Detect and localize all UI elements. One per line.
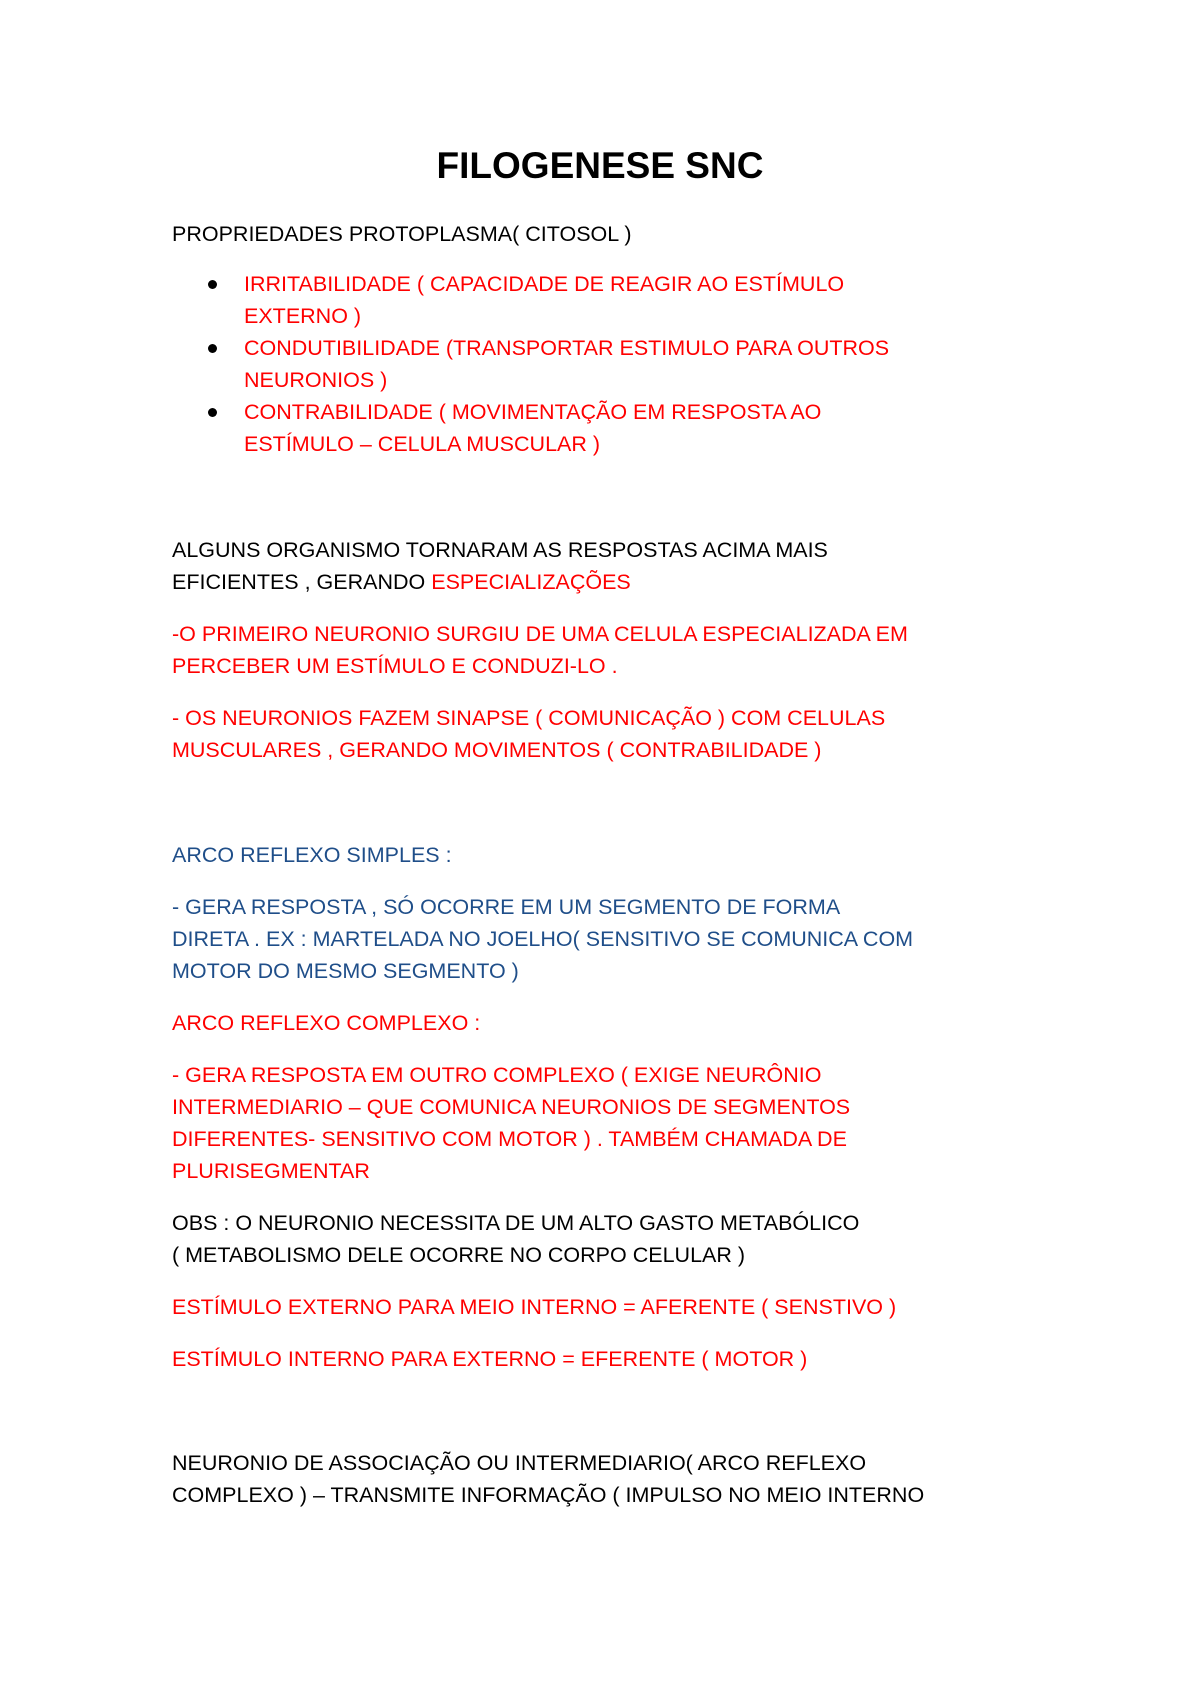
page-title: FILOGENESE SNC	[436, 145, 764, 186]
associacao-line-2: COMPLEXO ) – TRANSMITE INFORMAÇÃO ( IMPULSO NO MEIO INTERNO	[172, 1483, 925, 1507]
arco-complexo-line-4: PLURISEGMENTAR	[172, 1159, 370, 1183]
obs-line-1: OBS : O NEURONIO NECESSITA DE UM ALTO GASTO METABÓLICO	[172, 1211, 860, 1235]
primeiro-line-2: PERCEBER UM ESTÍMULO E CONDUZI-LO .	[172, 654, 618, 678]
bullet-text-line: CONDUTIBILIDADE (TRANSPORTAR ESTIMULO PARA OUTROS	[244, 336, 890, 360]
obs-line-2: ( METABOLISMO DELE OCORRE NO CORPO CELULAR )	[172, 1243, 746, 1267]
arco-complexo-heading: ARCO REFLEXO COMPLEXO :	[172, 1011, 481, 1035]
bullet-text-line: EXTERNO )	[244, 304, 362, 328]
alguns-text: EFICIENTES , GERANDO	[172, 570, 432, 594]
bullet-icon	[208, 344, 217, 353]
bullet-text-line: CONTRABILIDADE ( MOVIMENTAÇÃO EM RESPOSTA AO	[244, 400, 822, 424]
arco-simples-line-3: MOTOR DO MESMO SEGMENTO )	[172, 959, 519, 983]
arco-simples-line-2: DIRETA . EX : MARTELADA NO JOELHO( SENSITIVO SE COMUNICA COM	[172, 927, 914, 951]
arco-complexo-line-2: INTERMEDIARIO – QUE COMUNICA NEURONIOS DE SEGMENTOS	[172, 1095, 851, 1119]
propriedades-list	[206, 268, 889, 460]
associacao-line-1: NEURONIO DE ASSOCIAÇÃO OU INTERMEDIARIO( ARCO REFLEXO	[172, 1451, 867, 1475]
bullet-text-line: ESTÍMULO – CELULA MUSCULAR )	[244, 432, 601, 456]
list-item	[206, 268, 889, 332]
bullet-icon	[208, 408, 217, 417]
eferente-line: ESTÍMULO INTERNO PARA EXTERNO = EFERENTE ( MOTOR )	[172, 1347, 808, 1371]
arco-complexo-line-1: - GERA RESPOSTA EM OUTRO COMPLEXO ( EXIGE NEURÔNIO	[172, 1063, 822, 1087]
alguns-line-1: ALGUNS ORGANISMO TORNARAM AS RESPOSTAS ACIMA MAIS	[172, 538, 828, 562]
arco-complexo-line-3: DIFERENTES- SENSITIVO COM MOTOR ) . TAMBÉM CHAMADA DE	[172, 1127, 847, 1151]
bullet-text-line: NEURONIOS )	[244, 368, 388, 392]
especializacoes-highlight: ESPECIALIZAÇÕES	[431, 570, 631, 594]
arco-simples-line-1: - GERA RESPOSTA , SÓ OCORRE EM UM SEGMENTO DE FORMA	[172, 895, 841, 919]
propriedades-heading: PROPRIEDADES PROTOPLASMA( CITOSOL )	[172, 222, 632, 246]
bullet-icon	[208, 280, 217, 289]
sinapse-line-2: MUSCULARES , GERANDO MOVIMENTOS ( CONTRABILIDADE )	[172, 738, 822, 762]
primeiro-line-1: -O PRIMEIRO NEURONIO SURGIU DE UMA CELULA ESPECIALIZADA EM	[172, 622, 908, 646]
alguns-line-2	[172, 566, 1052, 598]
bullet-text-line: IRRITABILIDADE ( CAPACIDADE DE REAGIR AO ESTÍMULO	[244, 272, 845, 296]
list-item	[206, 396, 889, 460]
list-item	[206, 332, 889, 396]
arco-simples-heading: ARCO REFLEXO SIMPLES :	[172, 843, 452, 867]
sinapse-line-1: - OS NEURONIOS FAZEM SINAPSE ( COMUNICAÇÃO ) COM CELULAS	[172, 706, 886, 730]
aferente-line: ESTÍMULO EXTERNO PARA MEIO INTERNO = AFERENTE ( SENSTIVO )	[172, 1295, 897, 1319]
